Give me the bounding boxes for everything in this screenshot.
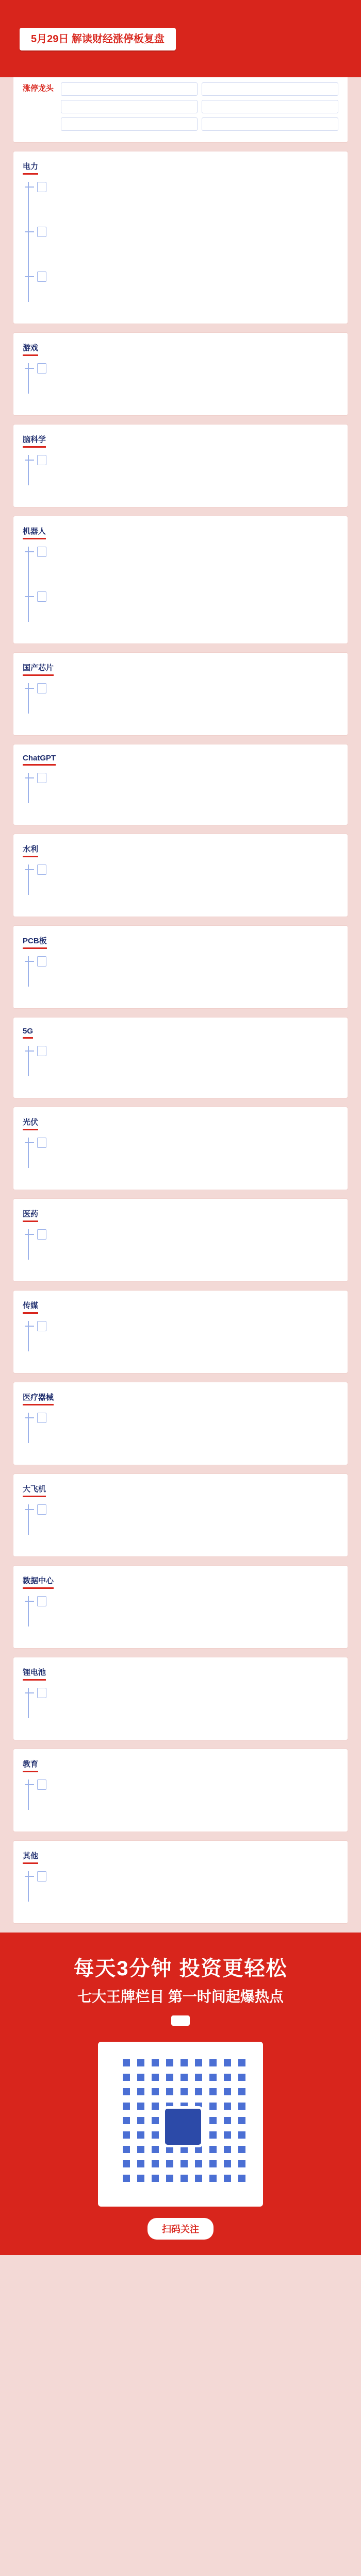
section-card: [13, 834, 348, 917]
section-card: [13, 1199, 348, 1281]
section-tree: [23, 547, 338, 627]
section-card: [13, 1107, 348, 1190]
tree-node: [37, 1229, 338, 1265]
node-text: [37, 380, 338, 399]
section-tree: [23, 773, 338, 808]
node-text: [37, 289, 338, 307]
node-text: [37, 472, 338, 490]
node-label: [37, 1229, 46, 1240]
section-title: 电力: [23, 161, 38, 175]
tree-node: [37, 591, 338, 627]
summary-block: [23, 82, 338, 135]
section-card: [13, 1657, 348, 1740]
section-title: 医药: [23, 1208, 38, 1222]
node-label: [37, 547, 46, 557]
summary-card: [13, 73, 348, 142]
node-text: [37, 973, 338, 992]
section-card: [13, 1566, 348, 1648]
promo-tagline: [171, 2015, 190, 2026]
sections: [0, 151, 361, 1923]
section-tree: [23, 455, 338, 490]
node-label: [37, 1871, 46, 1882]
node-label: [37, 227, 46, 237]
section-title: 机器人: [23, 526, 46, 539]
section-title: PCB板: [23, 935, 47, 949]
summary-cell: [61, 82, 198, 96]
section-card: [13, 516, 348, 643]
tree-node: [37, 1413, 338, 1448]
page-title: 5月29日 解读财经涨停板复盘: [20, 28, 176, 50]
node-label: [37, 272, 46, 282]
node-label: [37, 1321, 46, 1331]
section-title: 锂电池: [23, 1667, 46, 1681]
section-tree: [23, 182, 338, 307]
node-label: [37, 956, 46, 967]
node-text: [37, 1063, 338, 1081]
qr-logo-icon: [162, 2106, 204, 2147]
tree-node: [37, 227, 338, 262]
summary-row: [61, 100, 338, 113]
section-card: [13, 1018, 348, 1098]
node-text: [37, 882, 338, 900]
tree-node: [37, 272, 338, 307]
tree-node: [37, 1138, 338, 1173]
section-tree: [23, 1046, 338, 1081]
section-tree: [23, 1871, 338, 1907]
tree-node: [37, 363, 338, 399]
node-label: [37, 1688, 46, 1698]
node-label: [37, 683, 46, 693]
node-label: [37, 455, 46, 465]
section-title: 游戏: [23, 342, 38, 356]
section-tree: [23, 363, 338, 399]
tree-node: [37, 182, 338, 217]
section-tree: [23, 683, 338, 719]
node-label: [37, 865, 46, 875]
section-tree: [23, 1229, 338, 1265]
section-tree: [23, 1780, 338, 1815]
tree-node: [37, 865, 338, 900]
section-title: 传媒: [23, 1300, 38, 1314]
section-tree: [23, 1413, 338, 1448]
section-tree: [23, 1504, 338, 1540]
node-label: [37, 1596, 46, 1606]
footer-space: [0, 2255, 361, 2268]
section-title: 国产芯片: [23, 662, 54, 676]
summary-label: 涨停龙头: [23, 84, 54, 93]
section-tree: [23, 865, 338, 900]
node-text: [37, 608, 338, 627]
summary-cell: [202, 117, 338, 131]
tree-node: [37, 1596, 338, 1632]
section-title: 脑科学: [23, 434, 46, 448]
section-title: 医疗器械: [23, 1392, 54, 1405]
summary-cell: [202, 100, 338, 113]
node-text: [37, 1430, 338, 1448]
section-title: ChatGPT: [23, 754, 56, 766]
node-label: [37, 773, 46, 783]
section-title: 数据中心: [23, 1575, 54, 1589]
section-card: [13, 1291, 348, 1373]
section-title: 光伏: [23, 1116, 38, 1130]
node-text: [37, 700, 338, 719]
qr-code: [98, 2042, 263, 2207]
section-card: [13, 425, 348, 507]
summary-rows: [61, 82, 338, 135]
tree-node: [37, 1321, 338, 1357]
node-label: [37, 1504, 46, 1515]
tree-node: [37, 1688, 338, 1723]
section-tree: [23, 1138, 338, 1173]
promo-title: 每天3分钟 投资更轻松: [73, 1957, 288, 1980]
bottom-banner: [0, 1933, 361, 2255]
section-card: [13, 1749, 348, 1832]
section-card: [13, 151, 348, 324]
summary-cell: [61, 117, 198, 131]
node-label: [37, 591, 46, 602]
section-card: [13, 1382, 348, 1465]
node-text: [37, 1338, 338, 1357]
scan-qr-button[interactable]: 扫码关注: [147, 2218, 214, 2240]
node-text: [37, 790, 338, 808]
promo-subtitle: 七大王牌栏目 第一时间起爆热点: [77, 1989, 284, 2005]
section-title: 其他: [23, 1850, 38, 1864]
node-text: [37, 1521, 338, 1540]
tree-node: [37, 1504, 338, 1540]
node-text: [37, 1705, 338, 1723]
tree-node: [37, 547, 338, 582]
node-text: [37, 199, 338, 217]
summary-cell: [202, 82, 338, 96]
section-tree: [23, 1688, 338, 1723]
section-card: [13, 926, 348, 1008]
node-label: [37, 1046, 46, 1056]
section-title: 大飞机: [23, 1483, 46, 1497]
section-tree: [23, 956, 338, 992]
tree-node: [37, 1871, 338, 1907]
tree-node: [37, 956, 338, 992]
section-card: [13, 333, 348, 415]
section-card: [13, 653, 348, 735]
section-title: 教育: [23, 1758, 38, 1772]
tree-node: [37, 1780, 338, 1815]
tree-node: [37, 455, 338, 490]
section-tree: [23, 1321, 338, 1357]
section-card: [13, 744, 348, 825]
node-label: [37, 1780, 46, 1790]
section-title: 水利: [23, 843, 38, 857]
node-label: [37, 1413, 46, 1423]
node-text: [37, 1155, 338, 1173]
node-text: [37, 564, 338, 582]
node-text: [37, 1613, 338, 1632]
summary-cell: [61, 100, 198, 113]
section-tree: [23, 1596, 338, 1632]
node-text: [37, 1888, 338, 1907]
node-label: [37, 363, 46, 374]
node-text: [37, 1797, 338, 1815]
node-label: [37, 1138, 46, 1148]
section-card: [13, 1841, 348, 1923]
header: [0, 0, 361, 77]
node-text: [37, 1246, 338, 1265]
node-text: [37, 244, 338, 262]
summary-row: [61, 117, 338, 131]
tree-node: [37, 773, 338, 808]
tree-node: [37, 1046, 338, 1081]
section-title: 5G: [23, 1027, 33, 1039]
node-label: [37, 182, 46, 192]
tree-node: [37, 683, 338, 719]
section-card: [13, 1474, 348, 1556]
summary-row: [61, 82, 338, 96]
